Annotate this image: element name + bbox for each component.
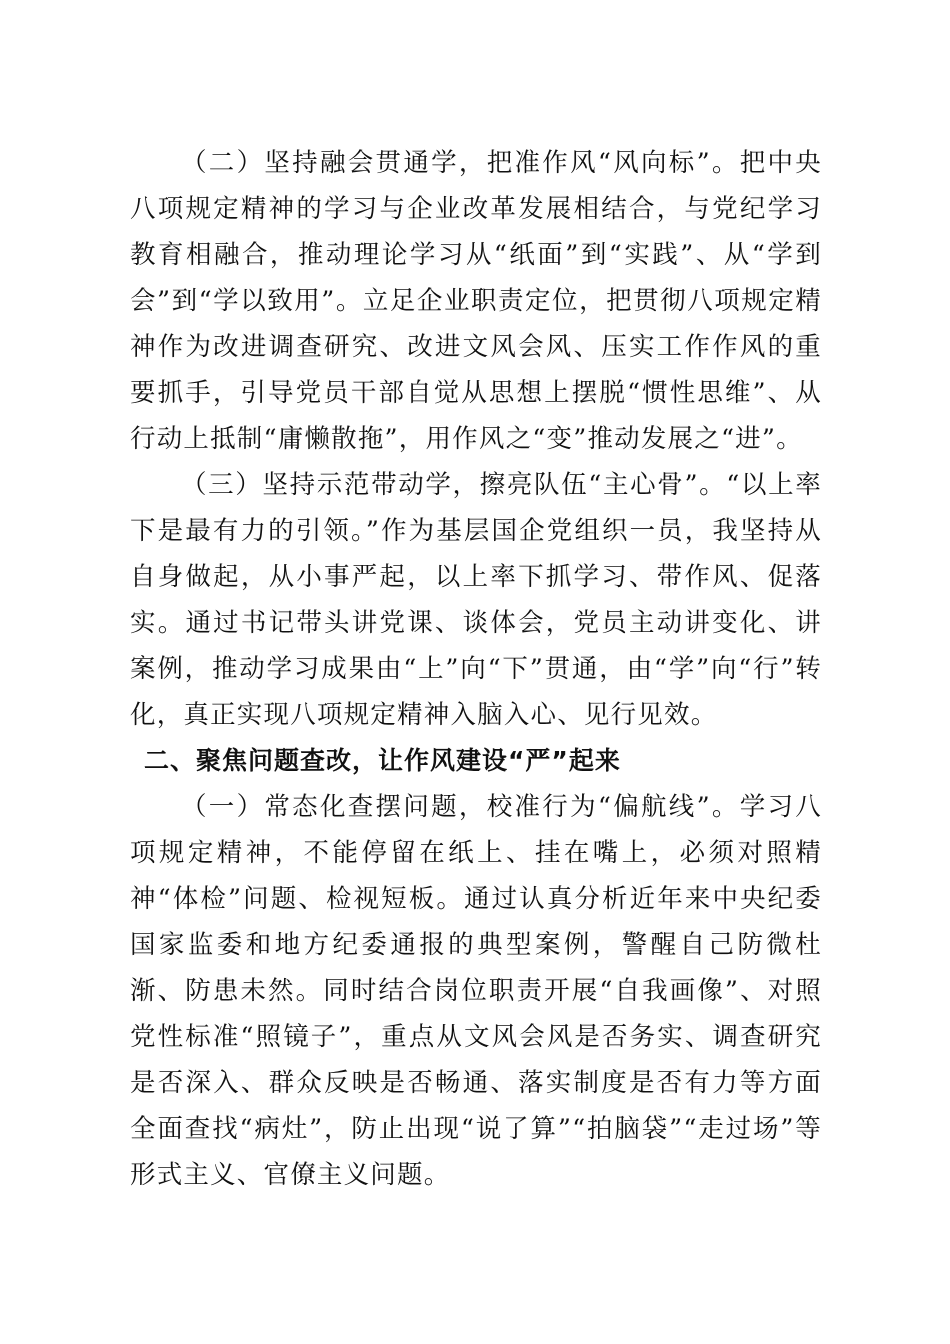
document-body (130, 140, 822, 1198)
section-heading: 二、聚焦问题查改，让作风建设“严”起来 (144, 746, 621, 775)
paragraph-1: （二）坚持融会贯通学，把准作风“风向标”。把中央八项规定精神的学习与企业改革发展相结合，与党纪学习教育相融合，推动理论学习从“纸面”到“实践”、从“学到会”到“学以致用”。立足企业职责定位，把贯彻八项规定精神作为改进调查研究、改进文风会风、压实工作作风的重要抓手，引导党员干部自觉从思想上摆脱“惯性思维”、从行动上抵制“庸懒散拖”，用作风之“变”推动发展之“进”。 (130, 148, 822, 454)
paragraph-2: （三）坚持示范带动学，擦亮队伍“主心骨”。“以上率下是最有力的引领。”作为基层国企党组织一员，我坚持从自身做起，从小事严起，以上率下抓学习、带作风、促落实。通过书记带头讲党课、谈体会，党员主动讲变化、讲案例，推动学习成果由“上”向“下”贯通，由“学”向“行”转化，真正实现八项规定精神入脑入心、见行见效。 (130, 470, 822, 730)
paragraph-3: （一）常态化查摆问题，校准行为“偏航线”。学习八项规定精神，不能停留在纸上、挂在嘴上，必须对照精神“体检”问题、检视短板。通过认真分析近年来中央纪委国家监委和地方纪委通报的典型案例，警醒自己防微杜渐、防患未然。同时结合岗位职责开展“自我画像”、对照党性标准“照镜子”，重点从文风会风是否务实、调查研究是否深入、群众反映是否畅通、落实制度是否有力等方面全面查找“病灶”，防止出现“说了算”“拍脑袋”“走过场”等形式主义、官僚主义问题。 (130, 792, 822, 1190)
